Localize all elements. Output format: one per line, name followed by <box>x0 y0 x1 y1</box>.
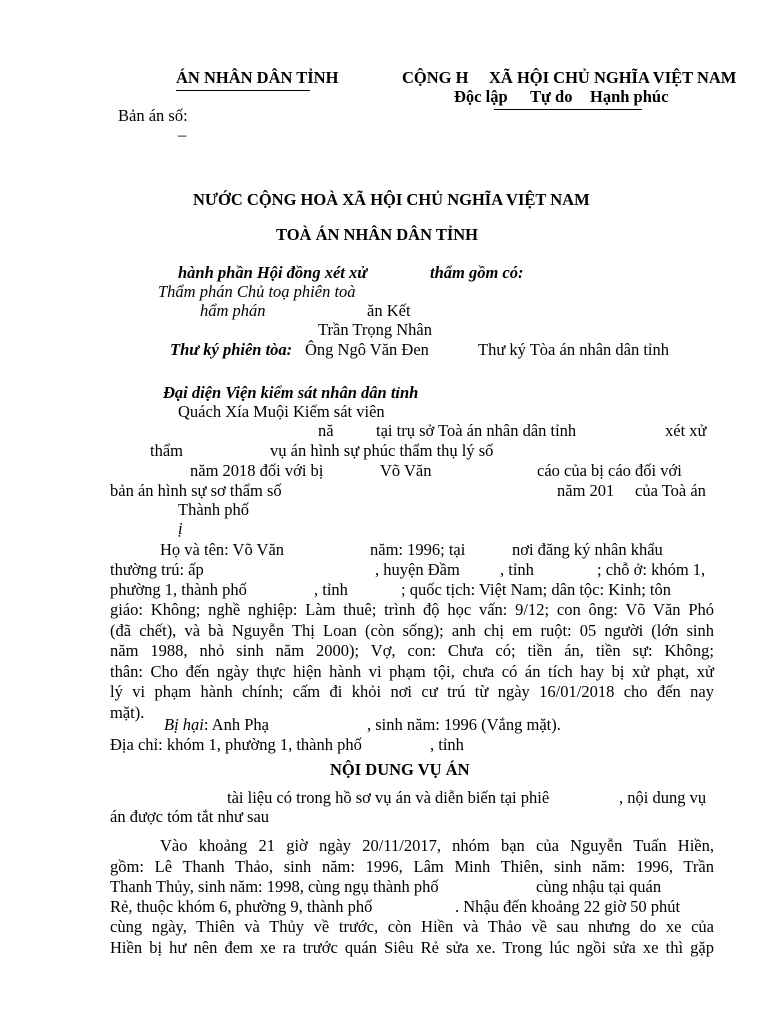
trial-text: năm 201 <box>557 481 615 500</box>
content-intro: án được tóm tắt như sau <box>110 807 270 826</box>
defendant-text: thân: Cho đến ngày thực hiện hành vi phạm tội, chưa có án tích hay bị xử phạt, xử <box>110 661 714 681</box>
victim-address: Địa chỉ: khóm 1, phường 1, thành phố <box>110 735 362 754</box>
trial-text: tại trụ sở Toà án nhân dân tỉnh <box>376 421 577 440</box>
judge-name-1: ăn Kết <box>367 301 411 320</box>
panel-heading-2: thẩm gồm có: <box>430 263 524 282</box>
case-paragraph-end <box>110 917 714 958</box>
defendant-text: thường trú: ấp <box>110 560 204 579</box>
court-title: TOÀ ÁN NHÂN DÂN TỈNH <box>276 225 478 244</box>
clerk-role: Thư ký Tòa án nhân dân tỉnh <box>478 340 670 359</box>
case-text: gồm: Lê Thanh Thảo, sinh năm: 1996, Lâm Minh Thiên, sinh năm: 1996, Trần <box>110 856 714 876</box>
defendant-text: giáo: Không; nghề nghiệp: Làm thuê; trình độ học vấn: 9/12; con ông: Võ Văn Phó <box>110 600 714 619</box>
defendant-text: phường 1, thành phố <box>110 580 247 599</box>
defendant-text: , huyện Đầm <box>375 560 460 579</box>
case-text: cùng ngày, Thiên và Thủy về trước, còn Hiền và Thảo về sau nhưng do xe của <box>110 917 714 936</box>
defendant-text: năm: 1996; tại <box>370 540 466 559</box>
case-text: Thanh Thủy, sinh năm: 1998, cùng ngụ thành phố <box>110 877 439 896</box>
defendant-text: ; quốc tịch: Việt Nam; dân tộc: Kinh; tôn <box>401 580 671 599</box>
clerk-label: Thư ký phiên tòa: <box>170 340 293 359</box>
defendant-text: nơi đăng ký nhân khẩu <box>512 540 663 559</box>
defendant-text: mặt). <box>110 702 145 722</box>
case-content-heading: NỘI DUNG VỤ ÁN <box>330 760 470 779</box>
trial-text: Thành phố <box>178 500 250 519</box>
case-text: Hiền bị hư nên đem xe ra trước quán Siêu Rẻ sửa xe. Trong lúc ngồi sửa xe thì gặp <box>110 937 714 957</box>
content-intro: tài liệu có trong hồ sơ vụ án và diễn biến tại phiê <box>227 788 550 807</box>
judgment-dash: – <box>178 125 187 144</box>
trial-text: xét xử <box>665 421 707 440</box>
victim-name: : Anh Phạ <box>203 715 269 734</box>
defendant-details <box>110 600 714 724</box>
clerk-name: Ông Ngô Văn Đen <box>305 340 429 359</box>
court-underline <box>176 90 310 91</box>
court-name-header: ÁN NHÂN DÂN TỈNH <box>176 68 339 87</box>
trial-text: năm 2018 đối với bị <box>190 461 324 480</box>
motto-underline <box>494 109 642 110</box>
defendant-text: năm 1988, nhỏ sinh năm 2000); Vợ, con: Chưa có; tiền án, tiền sự: Không; <box>110 641 714 661</box>
judge-name-2: Trần Trọng Nhân <box>318 320 433 339</box>
country-title: NƯỚC CỘNG HOÀ XÃ HỘI CHỦ NGHĨA VIỆT NAM <box>193 190 590 209</box>
procuracy-label: Đại diện Viện kiểm sát nhân dân tỉnh <box>163 383 419 402</box>
trial-text: thẩm <box>150 441 183 460</box>
judgment-number-label: Bản án số: <box>118 106 188 125</box>
case-text: cùng nhậu tại quán <box>536 877 662 896</box>
defendant-text: Họ và tên: Võ Văn <box>160 540 285 559</box>
trial-text: nă <box>318 421 334 440</box>
country-header-right: XÃ HỘI CHỦ NGHĨA VIỆT NAM <box>489 68 737 87</box>
panel-heading: hành phần Hội đồng xét xử <box>178 263 368 282</box>
procuracy-name: Quách Xía Muội Kiểm sát viên <box>178 402 385 421</box>
victim-address-province: , tỉnh <box>430 735 464 754</box>
victim-birth: , sinh năm: 1996 (Vắng mặt). <box>367 715 561 734</box>
case-text: . Nhậu đến khoảng 22 giờ 50 phút <box>455 897 681 916</box>
defendant-text: , tỉnh <box>500 560 534 579</box>
defendant-text: ; chỗ ở: khóm 1, <box>597 560 706 579</box>
victim-line <box>164 715 269 735</box>
country-header-left: CỘNG H <box>402 68 469 87</box>
motto-freedom: Tự do <box>530 87 573 106</box>
trial-text: ị <box>178 519 183 538</box>
content-intro: , nội dung vụ <box>619 788 707 807</box>
presiding-judge-label: Thẩm phán Chủ toạ phiên toà <box>158 282 356 301</box>
victim-label: Bị hại <box>164 715 204 734</box>
motto-happiness: Hạnh phúc <box>590 87 669 106</box>
motto-independence: Độc lập <box>454 87 508 106</box>
judge-label: hẩm phán <box>200 301 266 320</box>
defendant-text: (đã chết), và bà Nguyễn Thị Loan (còn sống); anh chị em ruột: 05 người (lớn sinh <box>110 620 714 640</box>
defendant-text: lý vi phạm hành chính; cấm đi khỏi nơi cư trú từ ngày 16/01/2018 cho đến nay <box>110 682 714 702</box>
case-text: Vào khoảng 21 giờ ngày 20/11/2017, nhóm bạn của Nguyễn Tuấn Hiền, <box>160 836 714 855</box>
case-paragraph <box>110 836 714 877</box>
trial-text: vụ án hình sự phúc thẩm thụ lý số <box>270 441 494 460</box>
trial-text: Võ Văn <box>380 461 432 480</box>
case-text: Rẻ, thuộc khóm 6, phường 9, thành phố <box>110 897 373 916</box>
trial-text: của Toà án <box>635 481 706 500</box>
trial-text: bản án hình sự sơ thẩm số <box>110 481 282 500</box>
trial-text: cáo của bị cáo đối với <box>537 461 682 480</box>
defendant-text: , tỉnh <box>314 580 348 599</box>
